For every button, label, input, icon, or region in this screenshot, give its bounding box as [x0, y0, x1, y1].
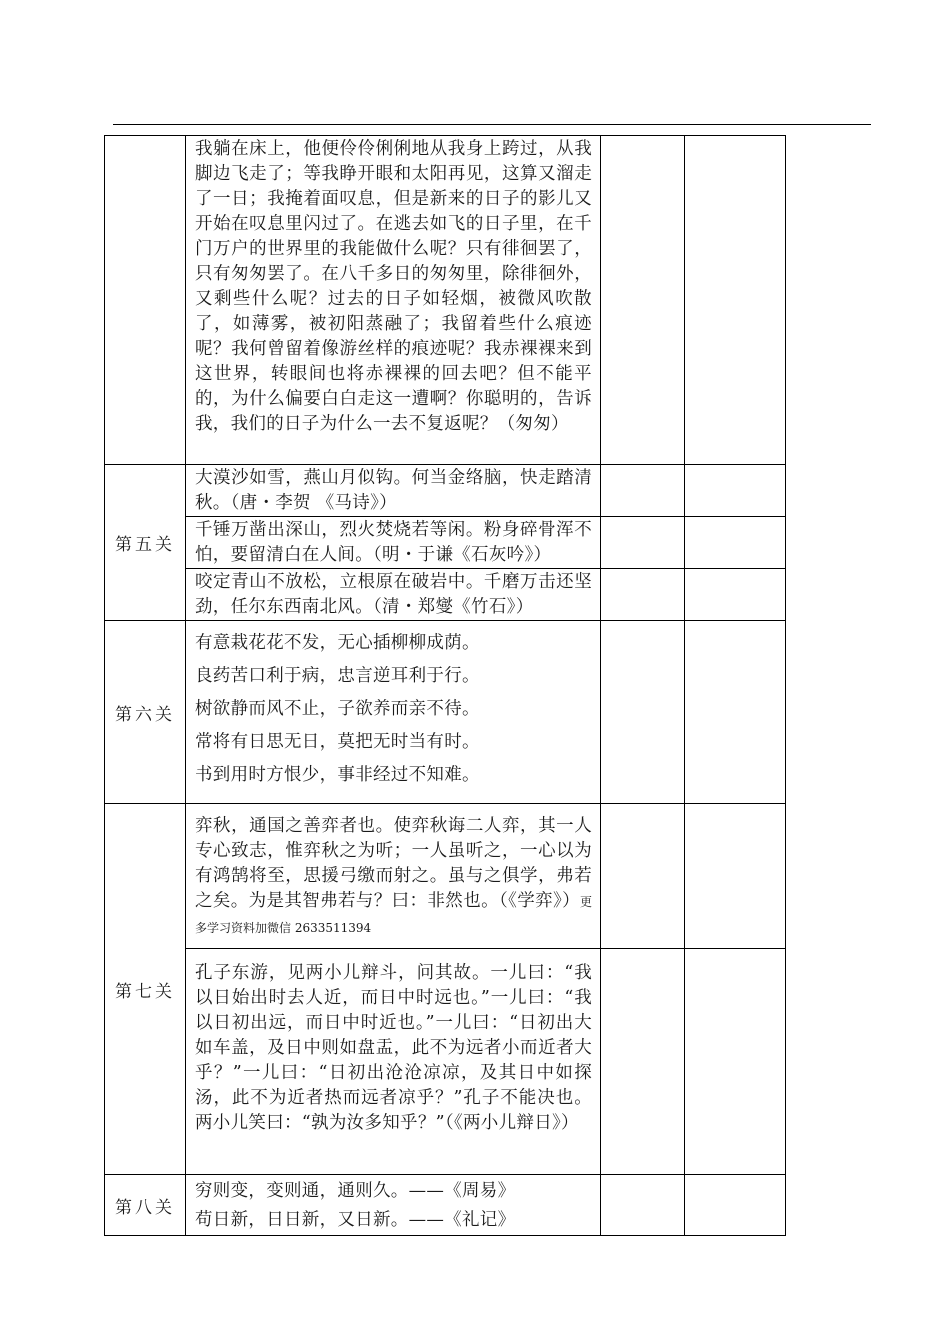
poem-item: 大漠沙如雪，燕山月似钩。何当金络脑，快走踏清秋。（唐・李贺 《马诗》） [186, 465, 601, 517]
table-row [105, 1175, 786, 1236]
table-row [105, 804, 786, 949]
note-cell [685, 1175, 786, 1236]
note-cell [685, 517, 786, 569]
check-cell [601, 569, 685, 621]
check-cell [601, 465, 685, 517]
check-cell [601, 136, 685, 465]
check-cell [601, 804, 685, 949]
quote-line: 穷则变，变则通，通则久。——《周易》 [195, 1181, 516, 1201]
note-cell [685, 804, 786, 949]
note-cell [685, 136, 786, 465]
proverb-line: 良药苦口利于病，忠言逆耳利于行。 [195, 666, 480, 686]
level-label: 第六关 [105, 621, 186, 804]
wechat-note: 更多学习资料加微信 2633511394 [195, 895, 592, 935]
proverb-list [186, 621, 601, 804]
note-cell [685, 621, 786, 804]
checklist-table [104, 135, 786, 1236]
level-label: 第五关 [105, 465, 186, 621]
level-label [105, 136, 186, 465]
passage-liangxiaoer: 孔子东游，见两小儿辩斗，问其故。一儿曰：“我以日始出时去人近，而日中时远也。”一儿曰：“我以日初出远，而日中时近也。”一儿曰：“日初出大如车盖，及日中则如盘盂，此不为远者小而近者大乎？”一儿曰：“日初出沧沧凉凉，及其日中如探汤，此不为近者热而远者凉乎？”孔子不能决也。两小儿笑曰：“孰为汝多知乎？”（《两小儿辩日》） [186, 949, 601, 1175]
quote-list [186, 1175, 601, 1236]
note-cell [685, 465, 786, 517]
proverb-line: 树欲静而风不止，子欲养而亲不待。 [195, 699, 480, 719]
level-label: 第七关 [105, 804, 186, 1175]
quote-line: 苟日新，日日新，又日新。——《礼记》 [195, 1210, 516, 1230]
proverb-line: 常将有日思无日，莫把无时当有时。 [195, 732, 480, 752]
header-rule [113, 124, 871, 125]
table-row [105, 621, 786, 804]
check-cell [601, 621, 685, 804]
poem-item: 千锤万凿出深山，烈火焚烧若等闲。粉身碎骨浑不怕，要留清白在人间。（明・于谦《石灰吟》） [186, 517, 601, 569]
note-cell [685, 949, 786, 1175]
passage-text: 弈秋，通国之善弈者也。使弈秋诲二人弈，其一人专心致志，惟弈秋之为听；一人虽听之，一心以为有鸿鹄将至，思援弓缴而射之。虽与之俱学，弗若之矣。为是其智弗若与？曰：非然也。（《学弈》） [195, 816, 592, 911]
table-row [105, 517, 786, 569]
passage-congcong: 我躺在床上，他便伶伶俐俐地从我身上跨过，从我脚边飞走了；等我睁开眼和太阳再见，这算又溜走了一日；我掩着面叹息，但是新来的日子的影儿又开始在叹息里闪过了。在逃去如飞的日子里，在千门万户的世界里的我能做什么呢？只有徘徊罢了，只有匆匆罢了。在八千多日的匆匆里，除徘徊外，又剩些什么呢？过去的日子如轻烟，被微风吹散了，如薄雾，被初阳蒸融了；我留着些什么痕迹呢？我何曾留着像游丝样的痕迹呢？我赤裸裸来到这世界，转眼间也将赤裸裸的回去吧？但不能平的，为什么偏要白白走这一遭啊？你聪明的，告诉我，我们的日子为什么一去不复返呢？（匆匆） [186, 136, 601, 465]
check-cell [601, 949, 685, 1175]
check-cell [601, 517, 685, 569]
check-cell [601, 1175, 685, 1236]
table-row [105, 949, 786, 1175]
passage-xueyi [186, 804, 601, 949]
proverb-line: 有意栽花花不发，无心插柳柳成荫。 [195, 633, 480, 653]
table-row [105, 569, 786, 621]
note-cell [685, 569, 786, 621]
table-row [105, 465, 786, 517]
proverb-line: 书到用时方恨少，事非经过不知难。 [195, 765, 480, 785]
table-row [105, 136, 786, 465]
level-label: 第八关 [105, 1175, 186, 1236]
poem-item: 咬定青山不放松，立根原在破岩中。千磨万击还坚劲，任尔东西南北风。（清・郑燮《竹石》） [186, 569, 601, 621]
